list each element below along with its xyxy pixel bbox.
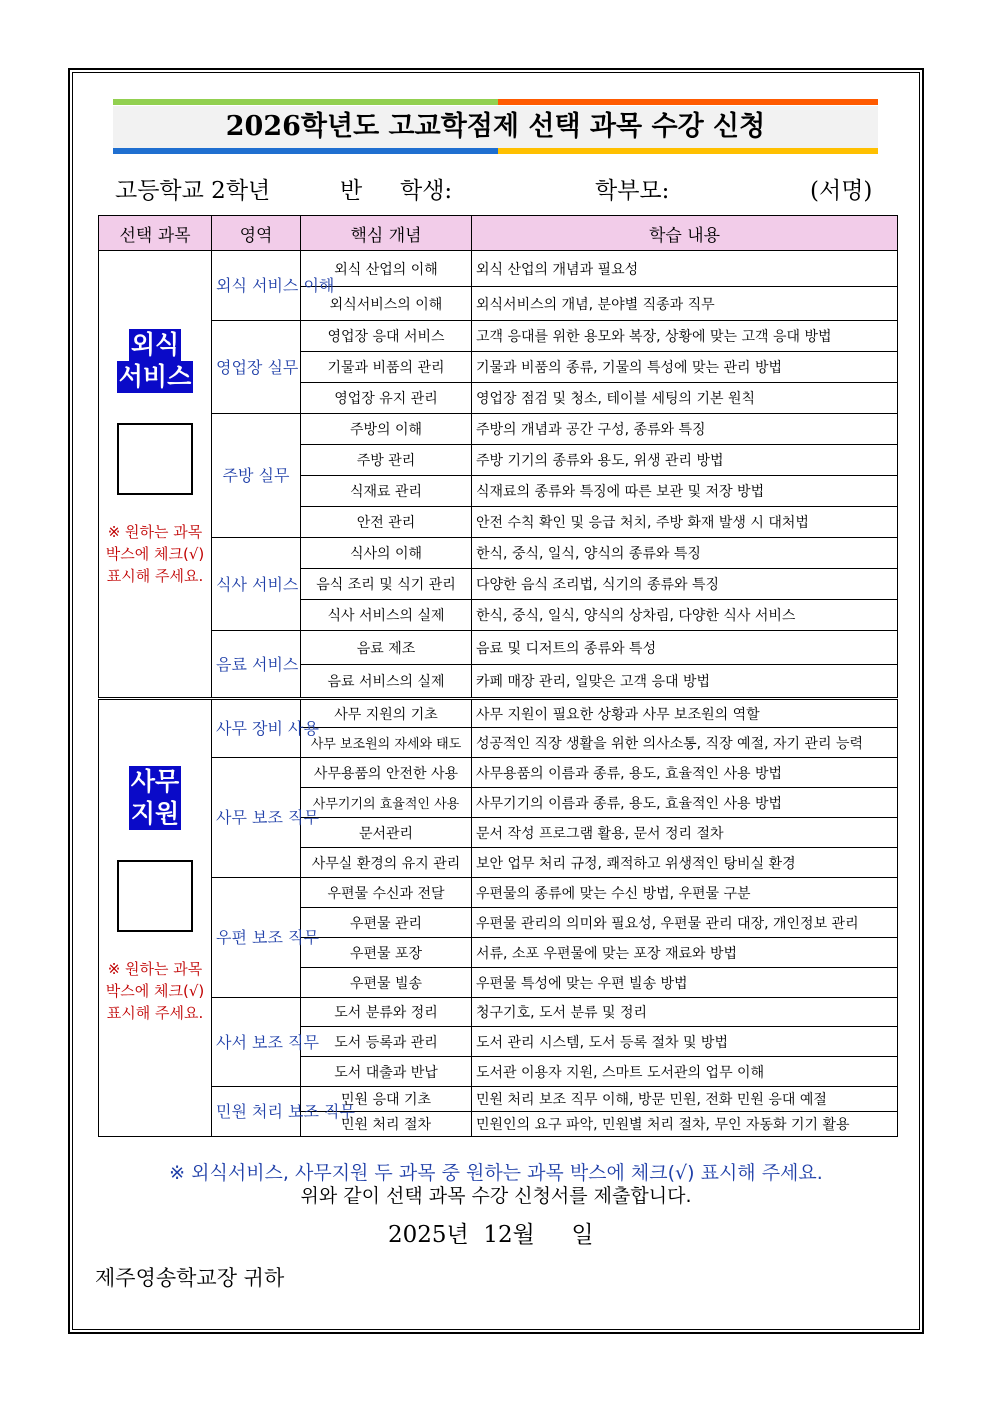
- subject-name: 사무: [130, 767, 180, 796]
- parent-label: 학부모:: [595, 178, 670, 204]
- subject-name: 외식: [130, 330, 180, 359]
- concept-cell: 외식 산업의 이해: [301, 251, 472, 287]
- concept-cell: 도서 대출과 반납: [301, 1057, 472, 1087]
- title-bar-top-left: [113, 99, 498, 105]
- col-header-concept: 핵심 개념: [301, 216, 472, 251]
- concept-cell: 민원 처리 절차: [301, 1112, 472, 1137]
- content-cell: 성공적인 직장 생활을 위한 의사소통, 직장 예절, 자기 관리 능력: [472, 728, 898, 758]
- concept-cell: 식사 서비스의 실제: [301, 600, 472, 631]
- concept-cell: 사무용품의 안전한 사용: [301, 758, 472, 788]
- content-cell: 보안 업무 처리 규정, 쾌적하고 위생적인 탕비실 환경: [472, 848, 898, 878]
- area-cell-office-equipment: 사무 장비 사용: [212, 699, 301, 758]
- subject-checkbox[interactable]: [117, 860, 193, 932]
- area-cell-meal: 식사 서비스: [212, 538, 301, 631]
- content-cell: 주방 기기의 종류와 용도, 위생 관리 방법: [472, 445, 898, 476]
- col-header-area: 영역: [212, 216, 301, 251]
- col-header-subject: 선택 과목: [99, 216, 212, 251]
- page-title: 2026학년도 고교학점제 선택 과목 수강 신청: [225, 111, 766, 142]
- area-cell-beverage: 음료 서비스: [212, 631, 301, 699]
- concept-cell: 사무 보조원의 자세와 태도: [301, 728, 472, 758]
- concept-cell: 음식 조리 및 식기 관리: [301, 569, 472, 600]
- content-cell: 민원인의 요구 파악, 민원별 처리 절차, 무인 자동화 기기 활용: [472, 1112, 898, 1137]
- table-row: [99, 699, 898, 728]
- content-cell: 청구기호, 도서 분류 및 정리: [472, 998, 898, 1027]
- concept-cell: 영업장 유지 관리: [301, 383, 472, 414]
- col-header-content: 학습 내용: [472, 216, 898, 251]
- footer-statement: 위와 같이 선택 과목 수강 신청서를 제출합니다.: [300, 1185, 692, 1207]
- content-cell: 서류, 소포 우편물에 맞는 포장 재료와 방법: [472, 938, 898, 968]
- concept-cell: 사무기기의 효율적인 사용: [301, 788, 472, 818]
- table-row: [99, 321, 898, 352]
- course-table: [98, 215, 898, 1137]
- content-cell: 외식 산업의 개념과 필요성: [472, 251, 898, 287]
- content-cell: 주방의 개념과 공간 구성, 종류와 특징: [472, 414, 898, 445]
- content-cell: 다양한 음식 조리법, 식기의 종류와 특징: [472, 569, 898, 600]
- table-row: [99, 998, 898, 1027]
- addressee: 제주영송학교장 귀하: [95, 1266, 285, 1290]
- concept-cell: 주방 관리: [301, 445, 472, 476]
- area-cell-hall: 영업장 실무: [212, 321, 301, 414]
- content-cell: 안전 수칙 확인 및 응급 처치, 주방 화재 발생 시 대처법: [472, 507, 898, 538]
- content-cell: 우편물 특성에 맞는 우편 빌송 방법: [472, 968, 898, 998]
- content-cell: 음료 및 디저트의 종류와 특성: [472, 631, 898, 665]
- content-cell: 영업장 점검 및 청소, 테이블 세팅의 기본 원칙: [472, 383, 898, 414]
- content-cell: 사무 지원이 필요한 상황과 사무 보조원의 역할: [472, 699, 898, 728]
- content-cell: 한식, 중식, 일식, 양식의 상차림, 다양한 식사 서비스: [472, 600, 898, 631]
- content-cell: 카페 매장 관리, 일맞은 고객 응대 방법: [472, 665, 898, 699]
- subject-cell-office-support: [99, 699, 212, 1137]
- footer-note: ※ 외식서비스, 사무지원 두 과목 중 원하는 과목 박스에 체크(√) 표시해 주세요.: [169, 1162, 823, 1184]
- check-instruction-note: ※ 원하는 과목 박스에 체크(√) 표시해 주세요.: [105, 960, 205, 1022]
- area-cell-food-service: 외식 서비스 이해: [212, 251, 301, 321]
- submission-date: 2025년 12월 일: [388, 1222, 594, 1248]
- content-cell: 도서 관리 시스템, 도서 등록 절차 및 방법: [472, 1027, 898, 1057]
- table-row: [99, 251, 898, 287]
- student-label: 학생:: [400, 178, 453, 204]
- table-row: [99, 631, 898, 665]
- content-cell: 민원 처리 보조 직무 이해, 방문 민원, 전화 민원 응대 예절: [472, 1087, 898, 1112]
- table-header-row: [99, 216, 898, 251]
- concept-cell: 음료 서비스의 실제: [301, 665, 472, 699]
- concept-cell: 우편물 포장: [301, 938, 472, 968]
- subject-name: 지원: [130, 799, 180, 828]
- content-cell: 도서관 이용자 지원, 스마트 도서관의 업무 이해: [472, 1057, 898, 1087]
- concept-cell: 영업장 응대 서비스: [301, 321, 472, 352]
- content-cell: 우편물의 종류에 맞는 수신 방법, 우편물 구분: [472, 878, 898, 908]
- content-cell: 식재료의 종류와 특징에 따른 보관 및 저장 방법: [472, 476, 898, 507]
- concept-cell: 식사의 이해: [301, 538, 472, 569]
- school-grade-label: 고등학교 2학년: [115, 178, 271, 204]
- concept-cell: 문서관리: [301, 818, 472, 848]
- check-instruction-note: ※ 원하는 과목 박스에 체크(√) 표시해 주세요.: [105, 523, 205, 585]
- content-cell: 기물과 비품의 종류, 기물의 특성에 맞는 관리 방법: [472, 352, 898, 383]
- content-cell: 외식서비스의 개념, 분야별 직종과 직무: [472, 287, 898, 321]
- concept-cell: 민원 응대 기초: [301, 1087, 472, 1112]
- concept-cell: 도서 분류와 정리: [301, 998, 472, 1027]
- concept-cell: 식재료 관리: [301, 476, 472, 507]
- table-row: [99, 1087, 898, 1112]
- content-cell: 문서 작성 프로그램 활용, 문서 정리 절차: [472, 818, 898, 848]
- title-bar-bottom-left: [113, 148, 498, 154]
- table-row: [99, 878, 898, 908]
- content-cell: 한식, 중식, 일식, 양식의 종류와 특징: [472, 538, 898, 569]
- concept-cell: 도서 등록과 관리: [301, 1027, 472, 1057]
- content-cell: 고객 응대를 위한 용모와 복장, 상황에 맞는 고객 응대 방법: [472, 321, 898, 352]
- area-cell-library: 사서 보조 직무: [212, 998, 301, 1087]
- concept-cell: 우편물 관리: [301, 908, 472, 938]
- content-cell: 우편물 관리의 의미와 필요성, 우편물 관리 대장, 개인정보 관리: [472, 908, 898, 938]
- concept-cell: 주방의 이해: [301, 414, 472, 445]
- table-row: [99, 758, 898, 788]
- table-row: [99, 414, 898, 445]
- concept-cell: 안전 관리: [301, 507, 472, 538]
- concept-cell: 음료 제조: [301, 631, 472, 665]
- concept-cell: 기물과 비품의 관리: [301, 352, 472, 383]
- area-cell-postal: 우편 보조 직무: [212, 878, 301, 998]
- title-bar-bottom-right: [498, 148, 878, 154]
- concept-cell: 우편물 수신과 전달: [301, 878, 472, 908]
- concept-cell: 사무 지원의 기초: [301, 699, 472, 728]
- subject-checkbox[interactable]: [117, 423, 193, 495]
- area-cell-civil: 민원 처리 보조 직무: [212, 1087, 301, 1137]
- content-cell: 사무용품의 이름과 종류, 용도, 효율적인 사용 방법: [472, 758, 898, 788]
- concept-cell: 외식서비스의 이해: [301, 287, 472, 321]
- signature-label: (서명): [810, 178, 873, 204]
- title-bar-top-right: [498, 99, 878, 105]
- table-row: [99, 538, 898, 569]
- area-cell-office-assist: 사무 보조 직무: [212, 758, 301, 878]
- concept-cell: 사무실 환경의 유지 관리: [301, 848, 472, 878]
- subject-cell-food-service: [99, 251, 212, 699]
- concept-cell: 우편물 빌송: [301, 968, 472, 998]
- subject-name: 서비스: [118, 362, 192, 391]
- content-cell: 사무기기의 이름과 종류, 용도, 효율적인 사용 방법: [472, 788, 898, 818]
- area-cell-kitchen: 주방 실무: [212, 414, 301, 538]
- class-label: 반: [340, 178, 363, 204]
